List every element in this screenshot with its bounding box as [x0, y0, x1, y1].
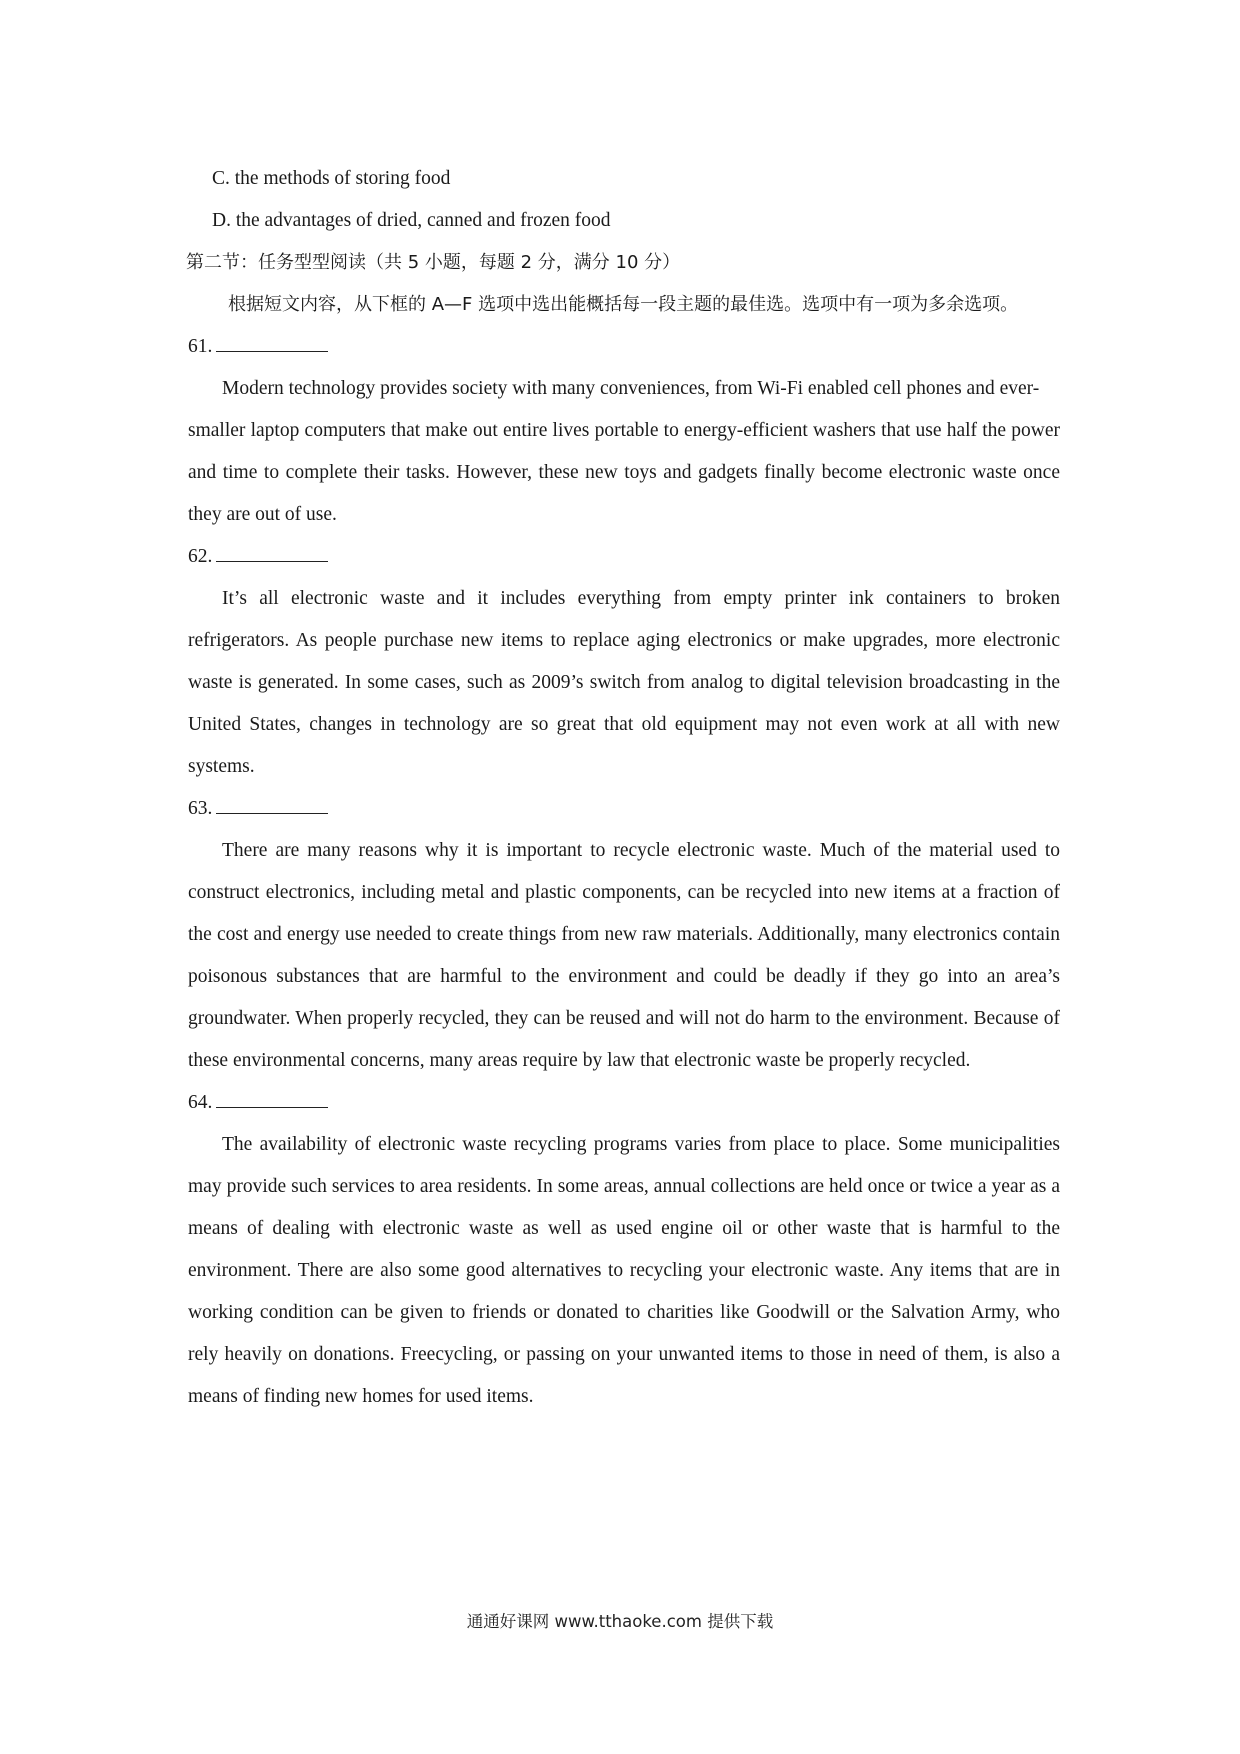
- section-heading: 第二节：任务型型阅读（共 5 小题，每题 2 分，满分 10 分）: [186, 252, 681, 273]
- paragraph-64: The availability of electronic waste recycling programs varies from place to place. Some municipalities may provide such services to area residents. In some areas, annual collections are held once or twice a year as a means of dealing with electronic waste as well as used engine oil or other waste that is harmful to the environment. There are also some good alternatives to recycling your electronic waste. Any items that are in working condition can be given to friends or donated to charities like Goodwill or the Salvation Army, who rely heavily on donations. Freecycling, or passing on your unwanted items to those in need of them, is also a means of finding new homes for used items.: [188, 1134, 1060, 1407]
- answer-option-c: C. the methods of storing food: [212, 168, 451, 189]
- page-footer: 通通好课网 www.tthaoke.com 提供下载: [466, 1612, 774, 1631]
- question-64-number: [188, 1082, 1060, 1124]
- answer-blank: [216, 543, 328, 562]
- question-61-number: [188, 326, 1060, 368]
- question-number: 62.: [188, 546, 213, 567]
- paragraph-62: It’s all electronic waste and it includes everything from empty printer ink containers to broken refrigerators. As people purchase new items to replace aging electronics or make upgrades, more electronic waste is generated. In some cases, such as 2009’s switch from analog to digital television broadcasting in the United States, changes in technology are so great that old equipment may not even work at all with new systems.: [188, 588, 1060, 777]
- question-number: 64.: [188, 1092, 213, 1113]
- paragraph-61-part-1: Modern technology provides society with many conveniences, from Wi-Fi enabled cell phones and ever-: [222, 378, 1040, 399]
- question-number: 63.: [188, 798, 213, 819]
- answer-blank: [216, 333, 328, 352]
- answer-option-d: D. the advantages of dried, canned and frozen food: [212, 210, 611, 231]
- question-63-number: [188, 788, 1060, 830]
- answer-blank: [216, 795, 328, 814]
- question-number: 61.: [188, 336, 213, 357]
- paragraph-61-part-2: smaller laptop computers that make out entire lives portable to energy-efficient washers that use half the power and time to complete their tasks. However, these new toys and gadgets finally become electronic waste once they are out of use.: [188, 420, 1060, 525]
- paragraph-63: There are many reasons why it is important to recycle electronic waste. Much of the material used to construct electronics, including metal and plastic components, can be recycled into new items at a fraction of the cost and energy use needed to create things from new raw materials. Additionally, many electronics contain poisonous substances that are harmful to the environment and could be deadly if they go into an area’s groundwater. When properly recycled, they can be reused and will not do harm to the environment. Because of these environmental concerns, many areas require by law that electronic waste be properly recycled.: [188, 840, 1060, 1071]
- question-62-number: [188, 536, 1060, 578]
- answer-blank: [216, 1089, 328, 1108]
- section-instruction: 根据短文内容，从下框的 A—F 选项中选出能概括每一段主题的最佳选。选项中有一项为多余选项。: [228, 294, 1019, 315]
- document-page: [188, 158, 1060, 1418]
